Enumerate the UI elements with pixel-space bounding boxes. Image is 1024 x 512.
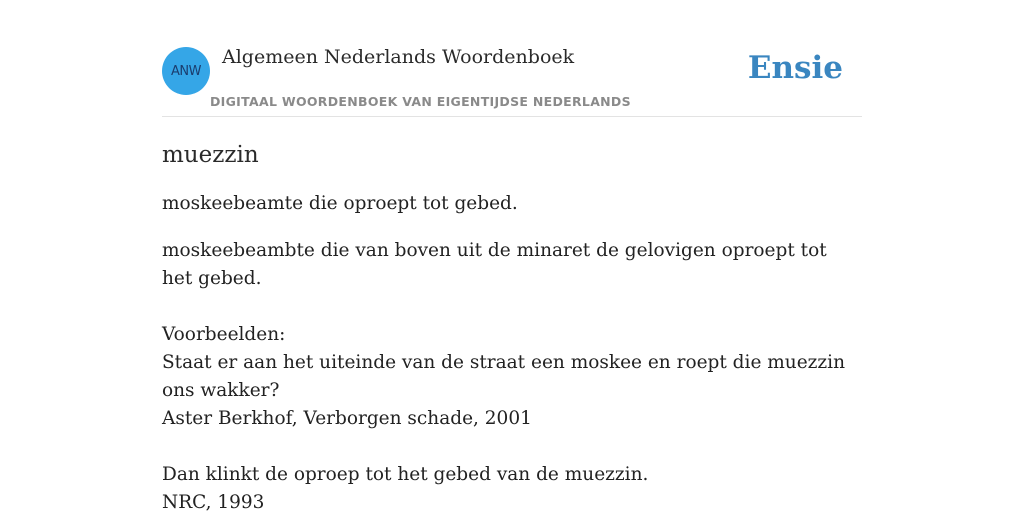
example-source: Aster Berkhof, Verborgen schade, 2001 bbox=[162, 408, 532, 429]
example-source: NRC, 1993 bbox=[162, 492, 265, 512]
anw-logo[interactable] bbox=[162, 47, 210, 95]
site-subtitle: DIGITAAL WOORDENBOEK VAN EIGENTIJDSE NEDERLANDS bbox=[210, 94, 631, 109]
entry-word: muezzin bbox=[162, 142, 259, 168]
long-definition: moskeebeambte die van boven uit de minaret de gelovigen oproept tot het gebed. bbox=[162, 240, 827, 289]
site-header bbox=[162, 0, 862, 117]
entry-content bbox=[162, 140, 862, 512]
spacer bbox=[162, 293, 862, 321]
example-text: Staat er aan het uiteinde van de straat een moskee en roept die muezzin ons wakker? bbox=[162, 352, 846, 401]
ensie-logo-link[interactable]: Ensie bbox=[747, 50, 843, 86]
long-definition-block bbox=[162, 237, 862, 512]
short-definition: moskeebeamte die oproept tot gebed. bbox=[162, 193, 518, 214]
logo-text: ANW bbox=[171, 63, 201, 79]
site-title[interactable]: Algemeen Nederlands Woordenboek bbox=[222, 46, 575, 68]
spacer bbox=[162, 433, 862, 461]
examples-label: Voorbeelden: bbox=[162, 324, 286, 345]
example-text: Dan klinkt de oproep tot het gebed van de muezzin. bbox=[162, 464, 649, 485]
